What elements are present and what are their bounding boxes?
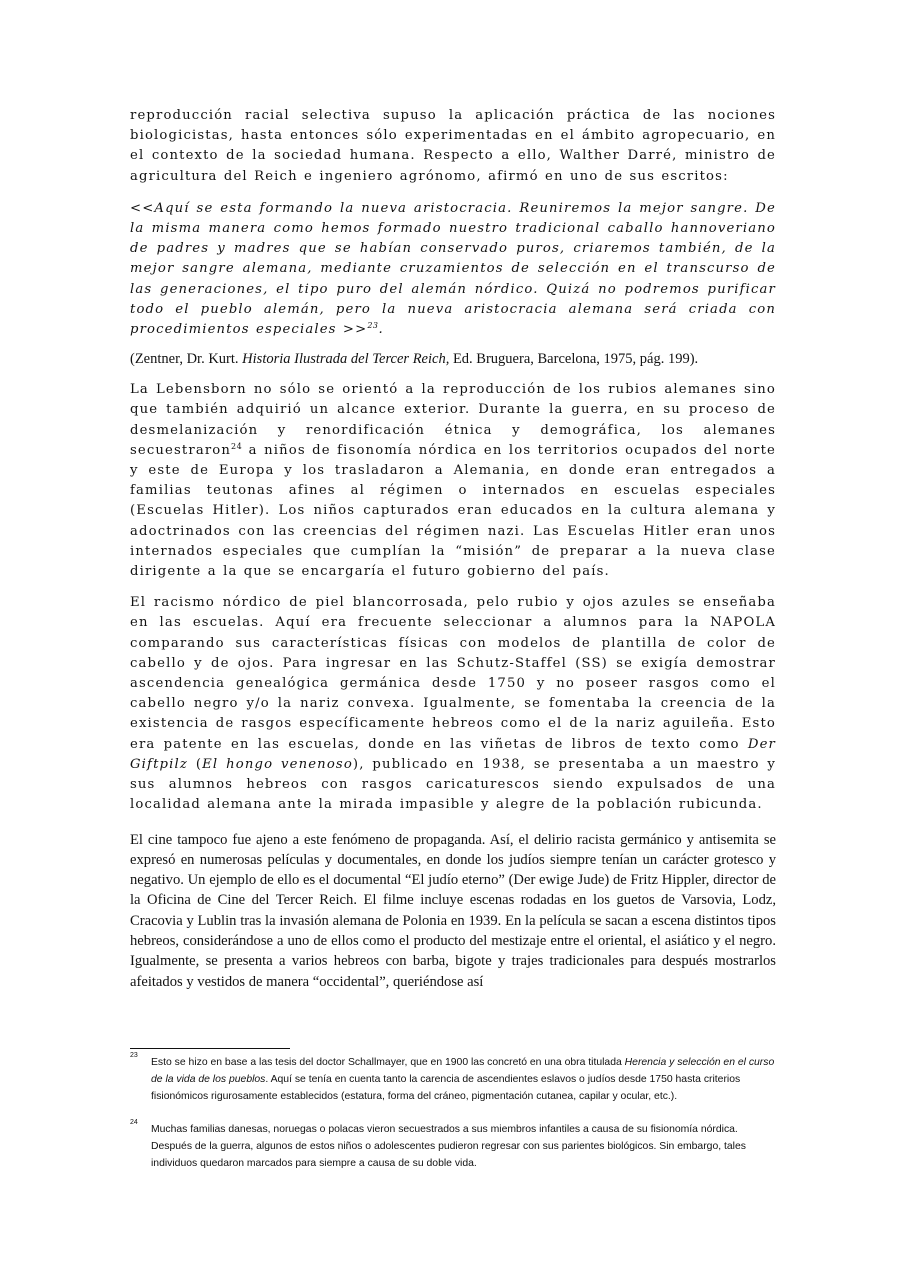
citation-author: (Zentner, Dr. Kurt. [130,351,243,368]
paragraph-darre-intro: reproducción racial selectiva supuso la aplicación práctica de las nociones biologicistas, hasta entonces sólo experimentadas en el ámbito agropecuario, en el contexto de la sociedad humana. Respecto a ello, Walther Darré, ministro de agricultura del Reich e ingeniero agrónomo, afirmó en uno de sus escritos: [130,108,776,184]
footnote-24 [130,1118,776,1173]
footnote-24-text: Muchas familias danesas, noruegas o polacas vieron secuestrados a sus miembros infantiles a causa de su fisionomía nórdica. Después de la guerra, algunos de estos niños o adolescentes pudieron regresar con sus parientes biológicos. Sin embargo, tales individuos quedaron marcados para siempre a causa de su doble vida. [151,1123,746,1170]
paragraph-cinema: El cine tampoco fue ajeno a este fenómeno de propaganda. Así, el delirio racista germánico y antisemita se expresó en numerosas películas y documentales, en donde los judíos siempre tenían un carácter grotesco y negativo. Un ejemplo de ello es el documental “El judío eterno” (Der ewige Jude) de Fritz Hippler, director de la Oficina de Cine del Tercer Reich. El filme incluye escenas rodadas en los guetos de Varsovia, Lodz, Cracovia y Lublin tras la invasión alemana de Polonia en 1939. En la película se sacan a escena distintos tipos hebreos, considerándose a uno de ellos como el producto del mestizaje entre el oriental, el asiático y el negro. Igualmente, se presenta a varios hebreos con barba, bigote y trajes tradicionales para después mostrarlos afeitados y vestidos de manera “occidental”, queriéndose así [130,831,776,990]
citation-publisher: Ed. Bruguera, Barcelona, 1975, pág. 199). [449,351,699,368]
footnote-23 [130,1054,776,1106]
paragraph-lebensborn [130,380,776,582]
quote-end: . [378,322,384,338]
racism-text-b: ), publicado en 1938, se presentaba a un maestro y sus alumnos hebreos con rasgos caricaturescos siendo expulsados de una localidad alemana ante la mirada impasible y alegre de la población rubicunda. [130,756,776,813]
lebensborn-text-a: La Lebensborn no sólo se orientó a la reproducción de los rubios alemanes sino que también adquirió un alcance exterior. Durante la guerra, en su proceso de desmelanización y renordificación étnica y demográfica, los alemanes secuestraron [130,382,776,458]
paragraph-nordic-racism [130,593,776,815]
footnotes [130,1054,776,1172]
page-body [130,106,776,992]
footnote-23-text-b: . Aquí se tenía en cuenta tanto la carencia de ascendientes eslavos o judíos desde 1750 hasta criterios fisionómicos rigurosamente establecidos (estatura, forma del cráneo, pigmentación cutanea, capilar y ocular, etc.). [151,1074,741,1103]
book-title-el-hongo-venenoso: El hongo venenoso [202,756,353,772]
citation-title: Historia Ilustrada del Tercer Reich, [242,351,450,368]
footnote-23-book-title: Herencia y selección en el curso de la vida de los pueblos [151,1057,775,1086]
footnote-ref-24[interactable]: 24 [231,441,243,451]
quote-text: <<Aquí se esta formando la nueva aristocracia. Reuniremos la mejor sangre. De la misma manera como hemos formado nuestro tradicional caballo hannoveriano de padres y madres que se habían conservado puros, criaremos también, de la mejor sangre alemana, mediante cruzamientos de selección en el transcurso de las generaciones, el tipo puro del alemán nórdico. Quizá no podremos purificar todo el pueblo alemán, pero la nueva aristocracia alemana será criada con procedimientos especiales >> [130,200,776,338]
racism-text-a: El racismo nórdico de piel blancorrosada, pelo rubio y ojos azules se enseñaba en las escuelas. Aquí era frecuente seleccionar a alumnos para la NAPOLA comparando sus características físicas con modelos de plantilla de color de cabello y de ojos. Para ingresar en las Schutz-Staffel (SS) se exigía demostrar ascendencia genealógica germánica desde 1750 y no poseer rasgos como el cabello negro y/o la nariz convexa. Igualmente, se fomentaba la creencia de la existencia de rasgos específicamente hebreos como el de la nariz aguileña. Esto era patente en las escuelas, donde en las viñetas de libros de texto como [130,595,776,752]
footnote-ref-23[interactable]: 23 [367,321,379,331]
footnote-23-number: 23 [130,1052,138,1059]
racism-text-mid: ( [187,756,203,772]
lebensborn-text-b: a niños de fisonomía nórdica en los territorios ocupados del norte y este de Europa y los trasladaron a Alemania, en donde eran entregados a familias teutonas afines al régimen o internados en escuelas especiales (Escuelas Hitler). Los niños capturados eran educados en la cultura alemana y adoctrinados con las creencias del régimen nazi. Las Escuelas Hitler eran unos internados especiales que cumplían la “misión” de preparar a la nueva clase dirigente a la que se encargaría el futuro gobierno del país. [130,442,776,580]
footnote-23-text-a: Esto se hizo en base a las tesis del doctor Schallmayer, que en 1900 las concretó en una obra titulada [151,1057,625,1068]
darre-quote [130,199,776,340]
book-title-der-giftpilz: Der Giftpilz [130,736,776,772]
footnote-separator [130,1048,290,1049]
quote-citation [130,349,776,369]
footnote-24-number: 24 [130,1118,138,1126]
